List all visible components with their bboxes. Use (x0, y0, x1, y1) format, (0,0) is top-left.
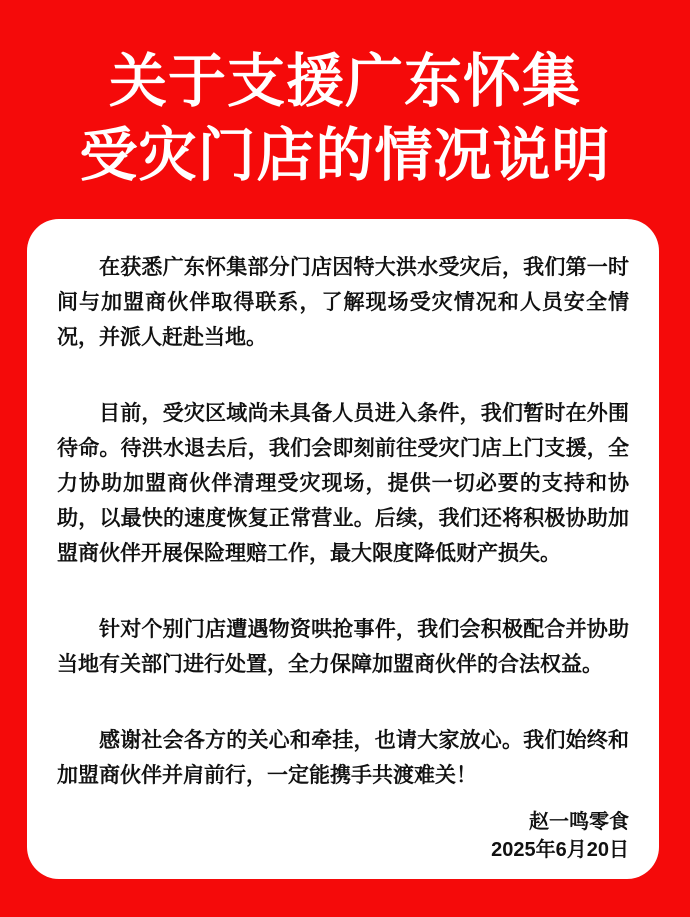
signature-name: 赵一鸣零食 (529, 811, 629, 833)
poster-title (0, 0, 690, 193)
statement-paragraph-2: 目前，受灾区域尚未具备人员进入条件，我们暂时在外围待命。待洪水退去后，我们会即刻前往受灾门店上门支援，全力协助加盟商伙伴清理受灾现场，提供一切必要的支持和协助，以最快的速度恢复正常营业。后续，我们还将积极协助加盟商伙伴开展保险理赔工作，最大限度降低财产损失。 (57, 402, 629, 565)
poster-title-line1: 关于支援广东怀集 (108, 49, 581, 114)
signature-date: 2025年6月20日 (491, 839, 629, 861)
statement-paragraph-1: 在获悉广东怀集部分门店因特大洪水受灾后，我们第一时间与加盟商伙伴取得联系，了解现场受灾情况和人员安全情况，并派人赶赴当地。 (57, 256, 629, 349)
statement-paragraph-4: 感谢社会各方的关心和牵挂，也请大家放心。我们始终和加盟商伙伴并肩前行，一定能携手共渡难关！ (57, 729, 629, 787)
poster-title-line2: 受灾门店的情况说明 (79, 123, 611, 188)
statement-paragraph-3: 针对个别门店遭遇物资哄抢事件，我们会积极配合并协助当地有关部门进行处置，全力保障加盟商伙伴的合法权益。 (57, 618, 629, 676)
statement-card (27, 219, 659, 879)
signature-block (57, 808, 629, 864)
